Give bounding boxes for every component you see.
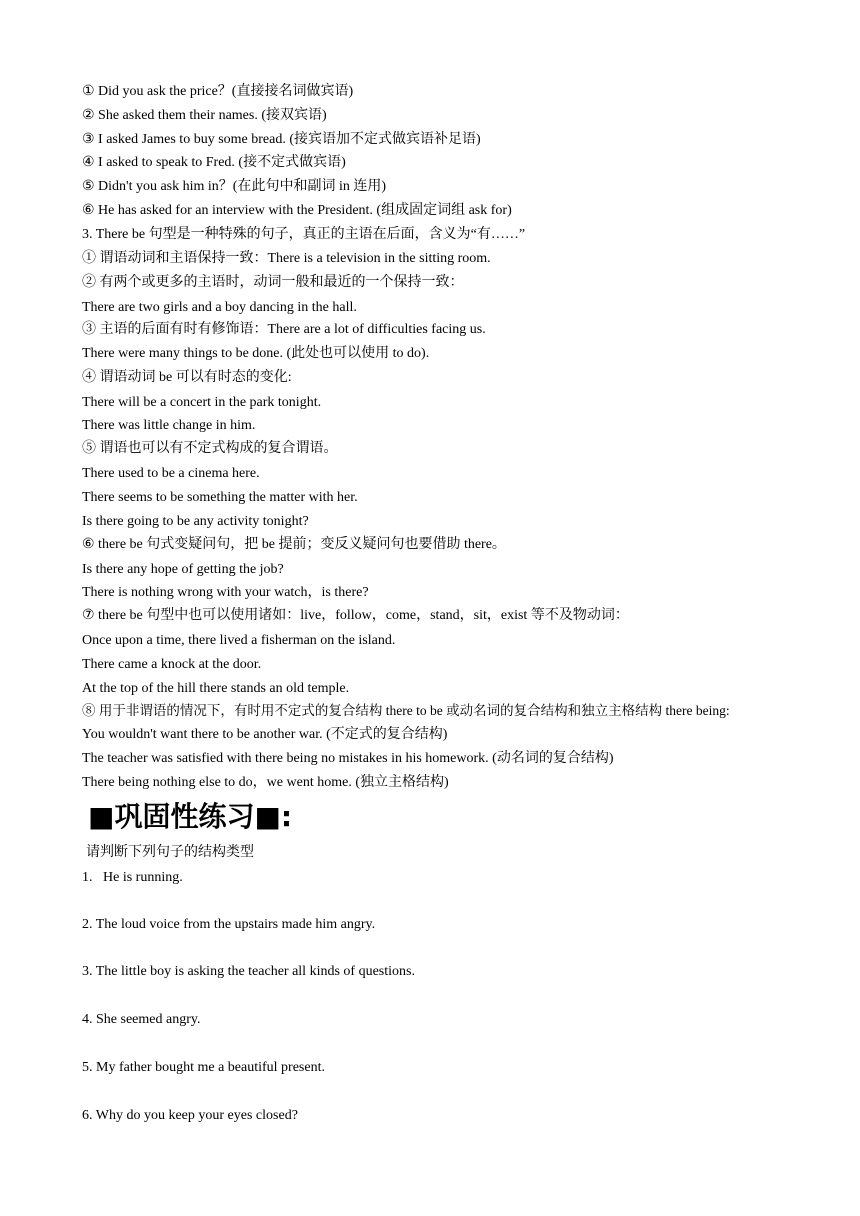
exercise-question: 5. My father bought me a beautiful present. (82, 1060, 325, 1075)
text-line: Is there any hope of getting the job? (82, 562, 284, 577)
text-line: ① 谓语动词和主语保持一致：There is a television in the sitting room. (82, 251, 491, 266)
text-line: There being nothing else to do，we went home. (独立主格结构) (82, 775, 449, 790)
text-line: Once upon a time, there lived a fisherman on the island. (82, 633, 396, 648)
text-line: ⑤ 谓语也可以有不定式构成的复合谓语。 (82, 441, 338, 456)
text-line: The teacher was satisfied with there being no mistakes in his homework. (动名词的复合结构) (82, 751, 614, 766)
exercise-question: 3. The little boy is asking the teacher all kinds of questions. (82, 964, 415, 979)
exercise-question: 2. The loud voice from the upstairs made him angry. (82, 917, 376, 932)
text-line: ③ 主语的后面有时有修饰语：There are a lot of difficulties facing us. (82, 322, 486, 337)
exercise-question: 1. He is running. (82, 870, 183, 885)
text-line: ⑧ 用于非谓语的情况下，有时用不定式的复合结构 there to be 或动名词的复合结构和独立主格结构 there being: (82, 703, 730, 718)
text-line: ⑦ there be 句型中也可以使用诸如：live，follow，come，stand，sit，exist 等不及物动词： (82, 608, 629, 623)
text-line: ⑥ He has asked for an interview with the President. (组成固定词组 ask for) (82, 203, 512, 218)
text-line: ② She asked them their names. (接双宾语) (82, 108, 327, 123)
text-line: ② 有两个或更多的主语时，动词一般和最近的一个保持一致： (82, 275, 464, 290)
text-line: There seems to be something the matter with her. (82, 490, 358, 505)
text-line: At the top of the hill there stands an old temple. (82, 681, 350, 696)
text-line: ④ 谓语动词 be 可以有时态的变化: (82, 370, 292, 385)
exercise-heading: ■巩固性练习■: (88, 800, 293, 833)
text-line: There was little change in him. (82, 418, 256, 433)
text-line: Is there going to be any activity tonight? (82, 514, 309, 529)
text-line: There are two girls and a boy dancing in the hall. (82, 300, 357, 315)
section-heading: 3. There be 句型是一种特殊的句子，真正的主语在后面，含义为“有……” (82, 227, 526, 242)
text-line: There used to be a cinema here. (82, 466, 260, 481)
text-line: There is nothing wrong with your watch，is there? (82, 585, 369, 600)
text-line: ④ I asked to speak to Fred. (接不定式做宾语) (82, 155, 346, 170)
text-line: ⑤ Didn't you ask him in？(在此句中和副词 in 连用) (82, 179, 387, 194)
text-line: ① Did you ask the price？(直接接名词做宾语) (82, 84, 354, 99)
text-line: You wouldn't want there to be another war. (不定式的复合结构) (82, 727, 448, 742)
text-line: There came a knock at the door. (82, 657, 262, 672)
text-line: There were many things to be done. (此处也可以使用 to do). (82, 346, 430, 361)
text-line: There will be a concert in the park tonight. (82, 395, 322, 410)
exercise-instruction: 请判断下列句子的结构类型 (86, 845, 254, 860)
exercise-question: 4. She seemed angry. (82, 1012, 201, 1027)
text-line: ⑥ there be 句式变疑问句，把 be 提前；变反义疑问句也要借助 there。 (82, 537, 506, 552)
text-line: ③ I asked James to buy some bread. (接宾语加不定式做宾语补足语) (82, 132, 481, 147)
exercise-question: 6. Why do you keep your eyes closed? (82, 1108, 298, 1123)
